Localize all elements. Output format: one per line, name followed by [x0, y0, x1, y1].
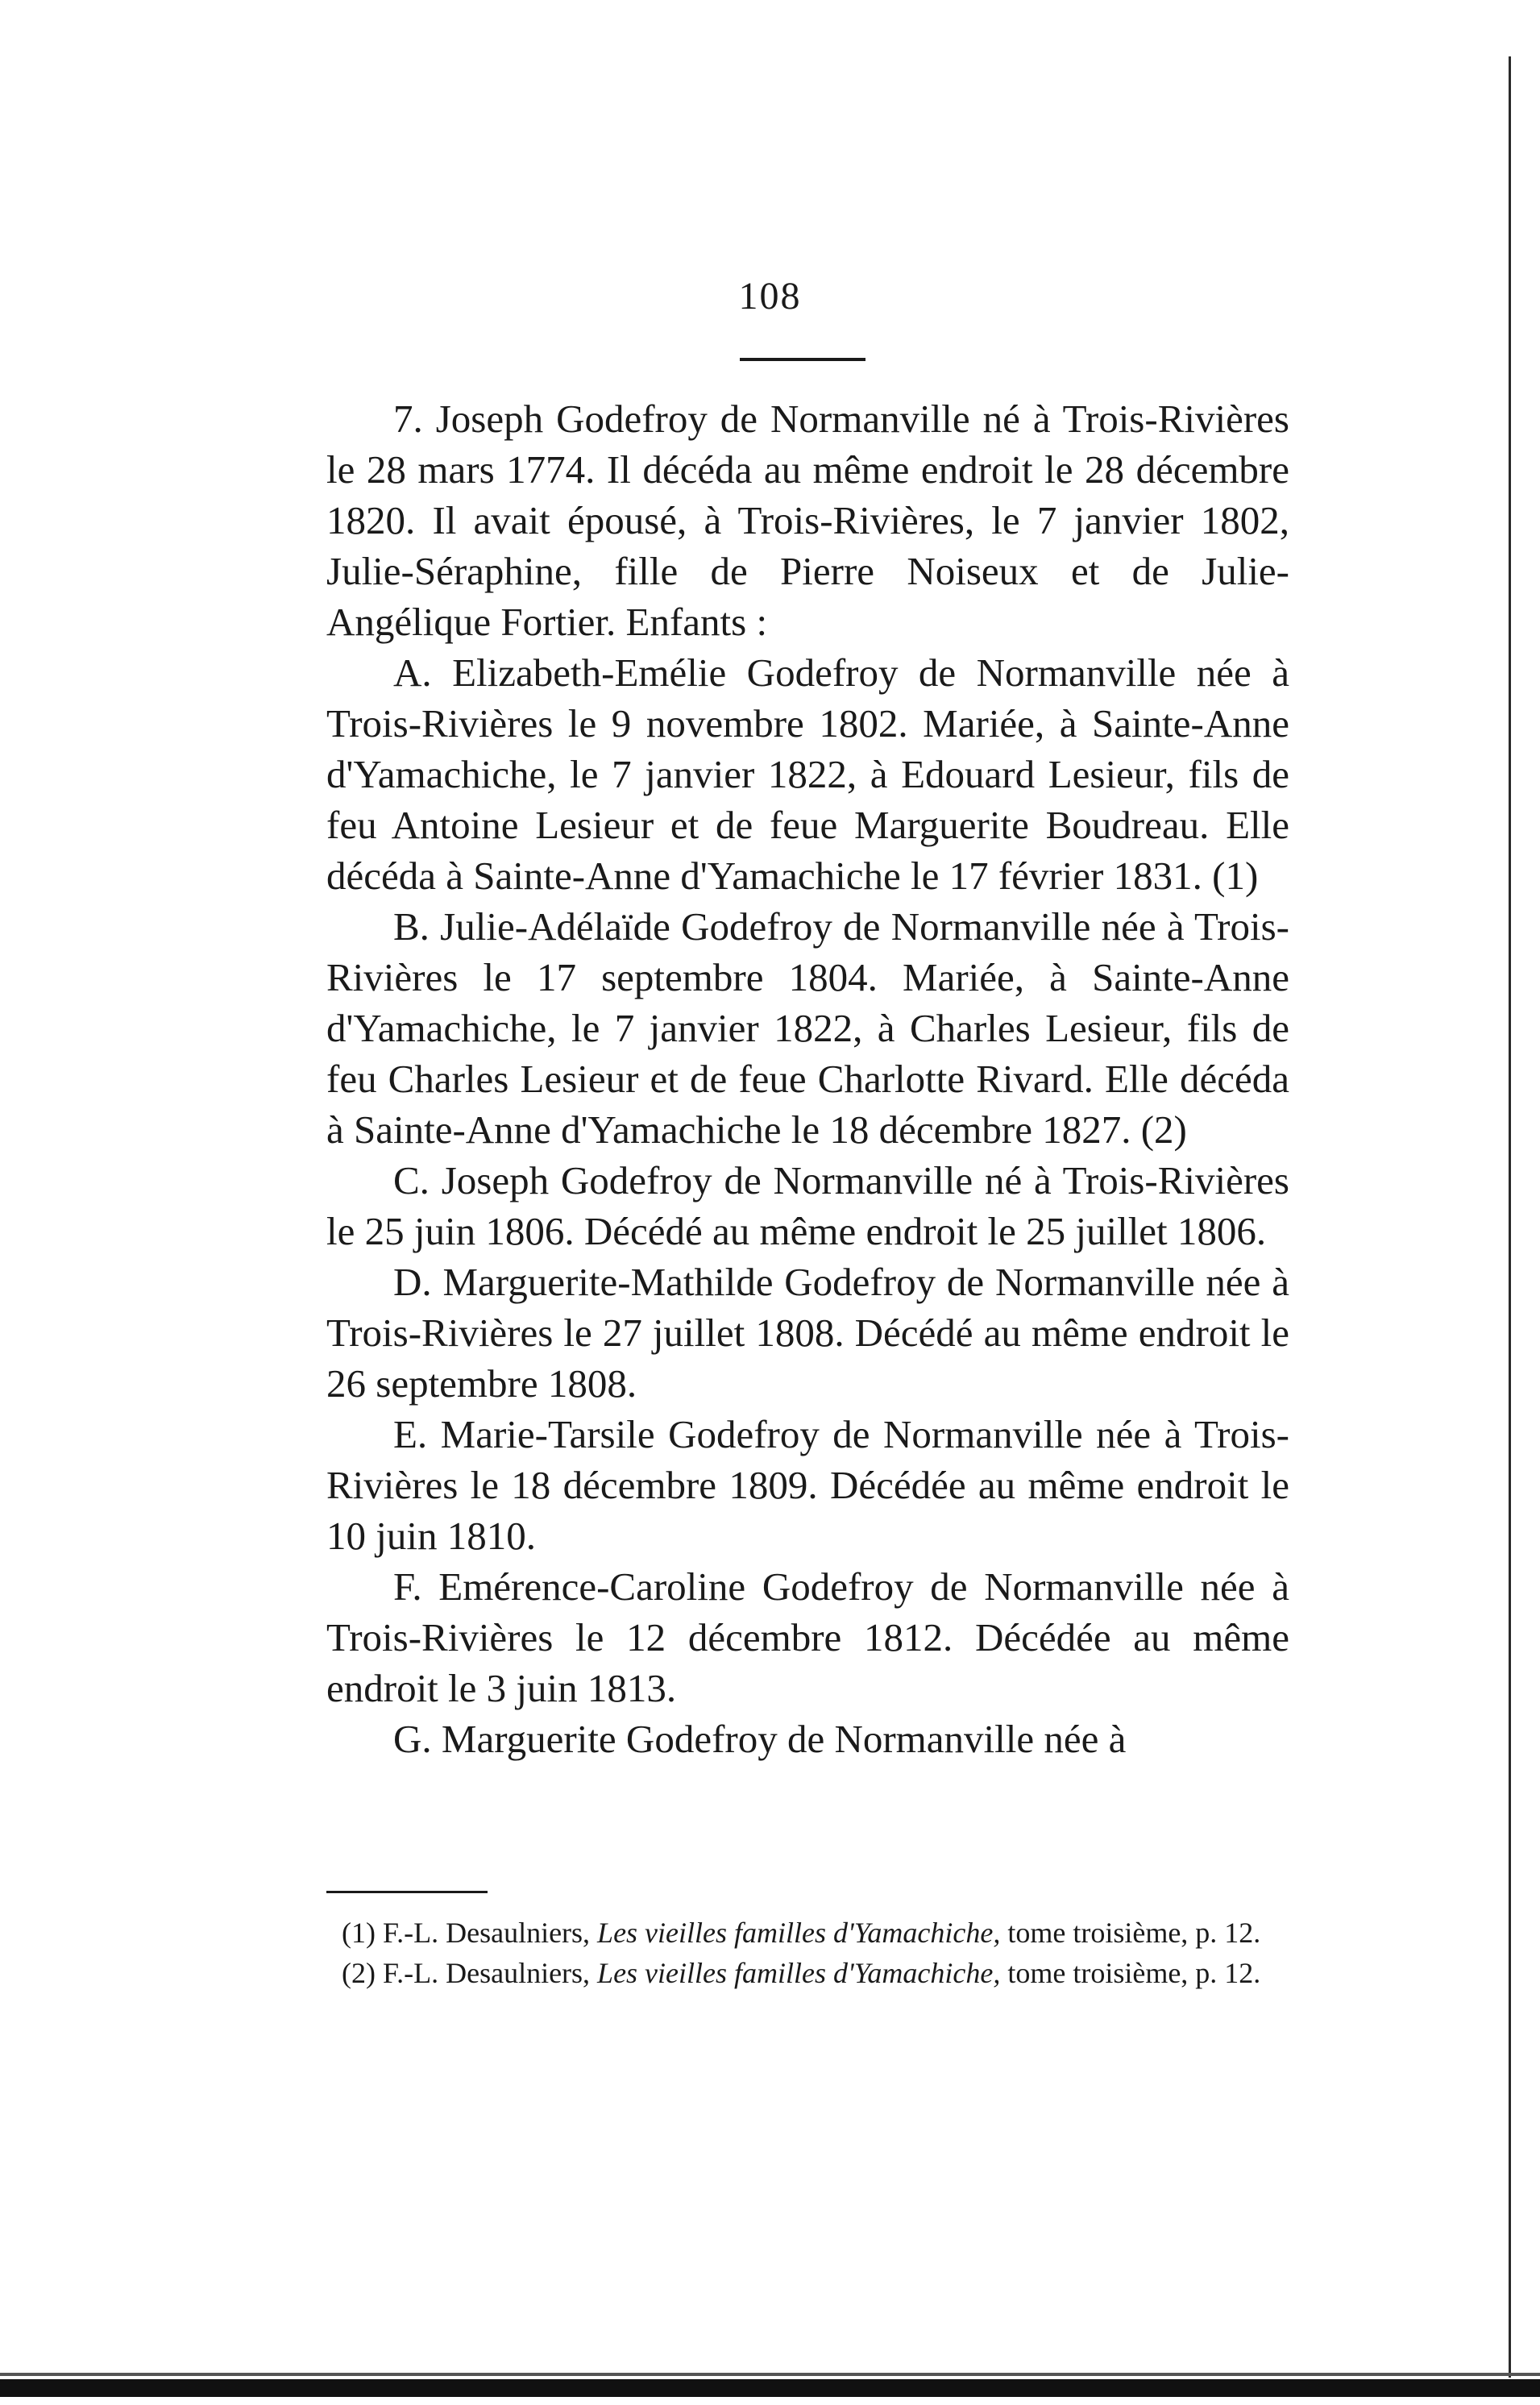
footnote-marker: (2) [342, 1957, 376, 1989]
footnote-author: F.-L. Desaulniers, [382, 1957, 591, 1989]
page-number: 108 [738, 275, 802, 318]
scan-edge-shadow [0, 2373, 1540, 2376]
paragraph-child-f: F. Emérence-Caroline Godefroy de Normanville née à Trois-Rivières le 12 décembre 1812. Décédée au même endroit le 3 juin 1813. [326, 1564, 1289, 1710]
paragraph-child-e: E. Marie-Tarsile Godefroy de Normanville née à Trois-Rivières le 18 décembre 1809. Décédée au même endroit le 10 juin 1810. [326, 1412, 1289, 1558]
paragraph-joseph-godefroy: 7. Joseph Godefroy de Normanville né à Trois-Rivières le 28 mars 1774. Il décéda au même endroit le 28 décembre 1820. Il avait épousé, à Trois-Rivières, le 7 janvier 1802, Julie-Séraphine, fille de Pierre Noiseux et de Julie-Angélique Fortier. Enfants : [326, 397, 1289, 644]
footnote-marker: (1) [342, 1917, 376, 1949]
paragraph-child-b: B. Julie-Adélaïde Godefroy de Normanville née à Trois-Rivières le 17 septembre 1804. Mariée, à Sainte-Anne d'Yamachiche, le 7 janvier 1822, à Charles Lesieur, fils de feu Charles Lesieur et de feue Charlotte Rivard. Elle décéda à Sainte-Anne d'Yamachiche le 18 décembre 1827. (2) [326, 904, 1289, 1152]
footnote-reference: tome troisième, p. 12. [1007, 1957, 1261, 1989]
paragraph-child-a: A. Elizabeth-Emélie Godefroy de Normanville née à Trois-Rivières le 9 novembre 1802. Mariée, à Sainte-Anne d'Yamachiche, le 7 janvier 1822, à Edouard Lesieur, fils de feu Antoine Lesieur et de feue Marguerite Boudreau. Elle décéda à Sainte-Anne d'Yamachiche le 17 février 1831. (1) [326, 650, 1289, 898]
footnote-title: Les vieilles familles d'Yamachiche, [597, 1917, 1001, 1949]
page-edge-line [1509, 56, 1511, 2378]
paragraph-child-g: G. Marguerite Godefroy de Normanville née à [393, 1717, 1127, 1761]
footnotes [313, 1913, 1289, 1994]
footnote-2 [313, 1954, 1289, 1992]
footnote-title: Les vieilles familles d'Yamachiche, [597, 1957, 1001, 1989]
footnote-rule [326, 1891, 488, 1893]
footnote-author: F.-L. Desaulniers, [382, 1917, 591, 1949]
scan-edge-band [0, 2379, 1540, 2397]
header-rule [740, 358, 865, 361]
body-text [326, 393, 1289, 1764]
footnote-reference: tome troisième, p. 12. [1007, 1917, 1261, 1949]
paragraph-child-d: D. Marguerite-Mathilde Godefroy de Normanville née à Trois-Rivières le 27 juillet 1808. Décédé au même endroit le 26 septembre 1808. [326, 1260, 1289, 1406]
footnote-1 [313, 1913, 1289, 1952]
paragraph-child-c: C. Joseph Godefroy de Normanville né à Trois-Rivières le 25 juin 1806. Décédé au même endroit le 25 juillet 1806. [326, 1158, 1289, 1253]
